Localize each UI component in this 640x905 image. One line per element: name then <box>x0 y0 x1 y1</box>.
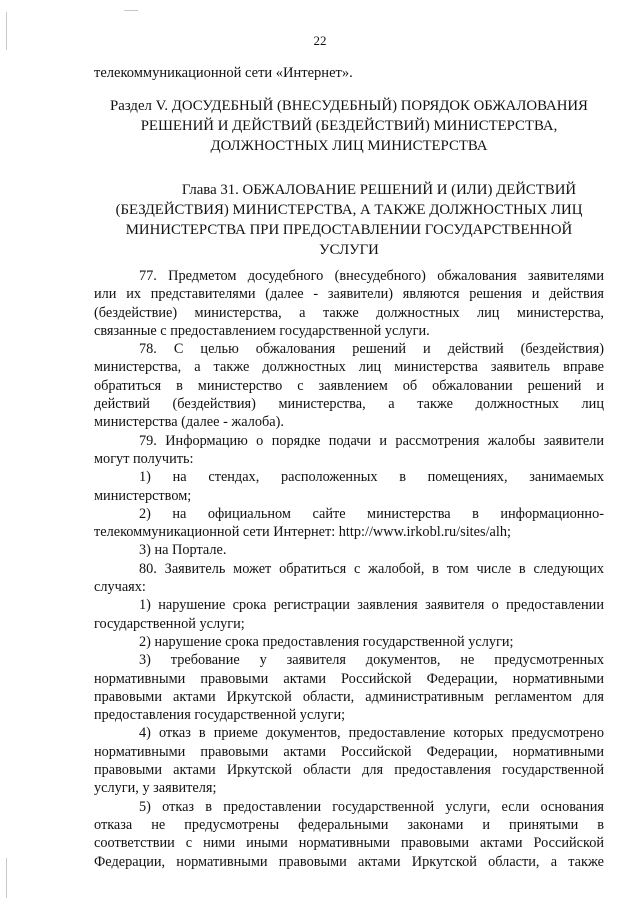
carry-over-line: телекоммуникационной сети «Интернет». <box>94 65 353 81</box>
list-item-line: нормативными правовыми актами Российской Федерации, нормативными <box>94 743 604 760</box>
paragraph-78-line: действий (бездействия) министерства, а также должностных лиц <box>94 396 604 413</box>
list-item-line: телекоммуникационной сети Интернет: http://www.irkobl.ru/sites/alh; <box>94 524 511 541</box>
list-item-line: 3) на Портале. <box>139 542 227 559</box>
section-heading <box>94 96 604 156</box>
paragraph-77-line: (бездействие) министерства, а также должностных лиц министерства, <box>94 304 604 321</box>
list-item-line: соответствии с ними иными нормативными правовыми актами Российской <box>94 835 604 852</box>
chapter-heading <box>94 180 604 260</box>
list-item-line: 1) на стендах, расположенных в помещениях, занимаемых <box>139 469 604 486</box>
chapter-heading-line: МИНИСТЕРСТВА ПРИ ПРЕДОСТАВЛЕНИИ ГОСУДАРСТВЕННОЙ <box>125 222 573 238</box>
section-heading-line: ДОЛЖНОСТНЫХ ЛИЦ МИНИСТЕРСТВА <box>210 138 488 154</box>
chapter-heading-line: (БЕЗДЕЙСТВИЯ) МИНИСТЕРСТВА, А ТАКЖЕ ДОЛЖНОСТНЫХ ЛИЦ <box>115 202 583 218</box>
list-item-line: 5) отказ в предоставлении государственной услуги, если основания <box>139 798 604 815</box>
list-item-line: 2) нарушение срока предоставления государственной услуги; <box>139 633 514 650</box>
paragraph-80-line: случаях: <box>94 579 146 596</box>
list-item-line: государственной услуги; <box>94 615 245 632</box>
paragraph-78-line: обратиться в министерство с заявлением об обжаловании решений и <box>94 377 604 394</box>
list-item-line: услуги, у заявителя; <box>94 780 217 797</box>
paragraph-79-line: 79. Информацию о порядке подачи и рассмотрения жалобы заявители <box>139 432 604 449</box>
paragraph-80-line: 80. Заявитель может обратиться с жалобой, в том числе в следующих <box>139 560 604 577</box>
list-item-line: 3) требование у заявителя документов, не предусмотренных <box>139 652 604 669</box>
list-item-line: правовыми актами Иркутской области для предоставления государственной <box>94 762 604 779</box>
paragraph-77-line: связанные с предоставлением государственной услуги. <box>94 322 430 339</box>
list-item-line: 2) на официальном сайте министерства в информационно- <box>139 505 604 522</box>
body-text <box>94 267 604 871</box>
section-heading-line: РЕШЕНИЙ И ДЕЙСТВИЙ (БЕЗДЕЙСТВИЙ) МИНИСТЕРСТВА, <box>140 118 558 134</box>
list-item-line: министерством; <box>94 487 192 504</box>
chapter-heading-line: УСЛУГИ <box>319 242 379 258</box>
list-item-line: правовыми актами Иркутской области, административным регламентом для <box>94 688 604 705</box>
chapter-heading-line: Глава 31. ОБЖАЛОВАНИЕ РЕШЕНИЙ И (ИЛИ) ДЕЙСТВИЙ <box>181 182 577 198</box>
page-number: 22 <box>313 33 327 48</box>
list-item-line: предоставления государственной услуги; <box>94 707 346 724</box>
paragraph-78-line: 78. С целью обжалования решений и действий (бездействия) <box>139 341 604 358</box>
list-item-line: отказа не предусмотрены федеральными законами и принятыми в <box>94 816 604 833</box>
paragraph-78-line: министерства, а также должностных лиц министерства заявитель вправе <box>94 359 604 376</box>
list-item-line: 1) нарушение срока регистрации заявления заявителя о предоставлении <box>139 597 604 614</box>
paragraph-77-line: 77. Предметом досудебного (внесудебного) обжалования заявителями <box>139 268 604 284</box>
list-item-line: 4) отказ в приеме документов, предоставление которых предусмотрено <box>139 725 604 742</box>
list-item-line: Федерации, нормативными правовыми актами Иркутской области, а также <box>94 853 604 870</box>
list-item-line: нормативными правовыми актами Российской Федерации, нормативными <box>94 670 604 687</box>
paragraph-78-line: министерства (далее - жалоба). <box>94 414 284 431</box>
scan-edge-mark-bottom <box>6 858 7 898</box>
section-heading-line: Раздел V. ДОСУДЕБНЫЙ (ВНЕСУДЕБНЫЙ) ПОРЯДОК ОБЖАЛОВАНИЯ <box>110 98 588 114</box>
scan-edge-mark-top <box>124 10 138 11</box>
paragraph-77-line: или их представителями (далее - заявители) являются решения и действия <box>94 286 604 303</box>
paragraph-79-line: могут получить: <box>94 450 194 467</box>
